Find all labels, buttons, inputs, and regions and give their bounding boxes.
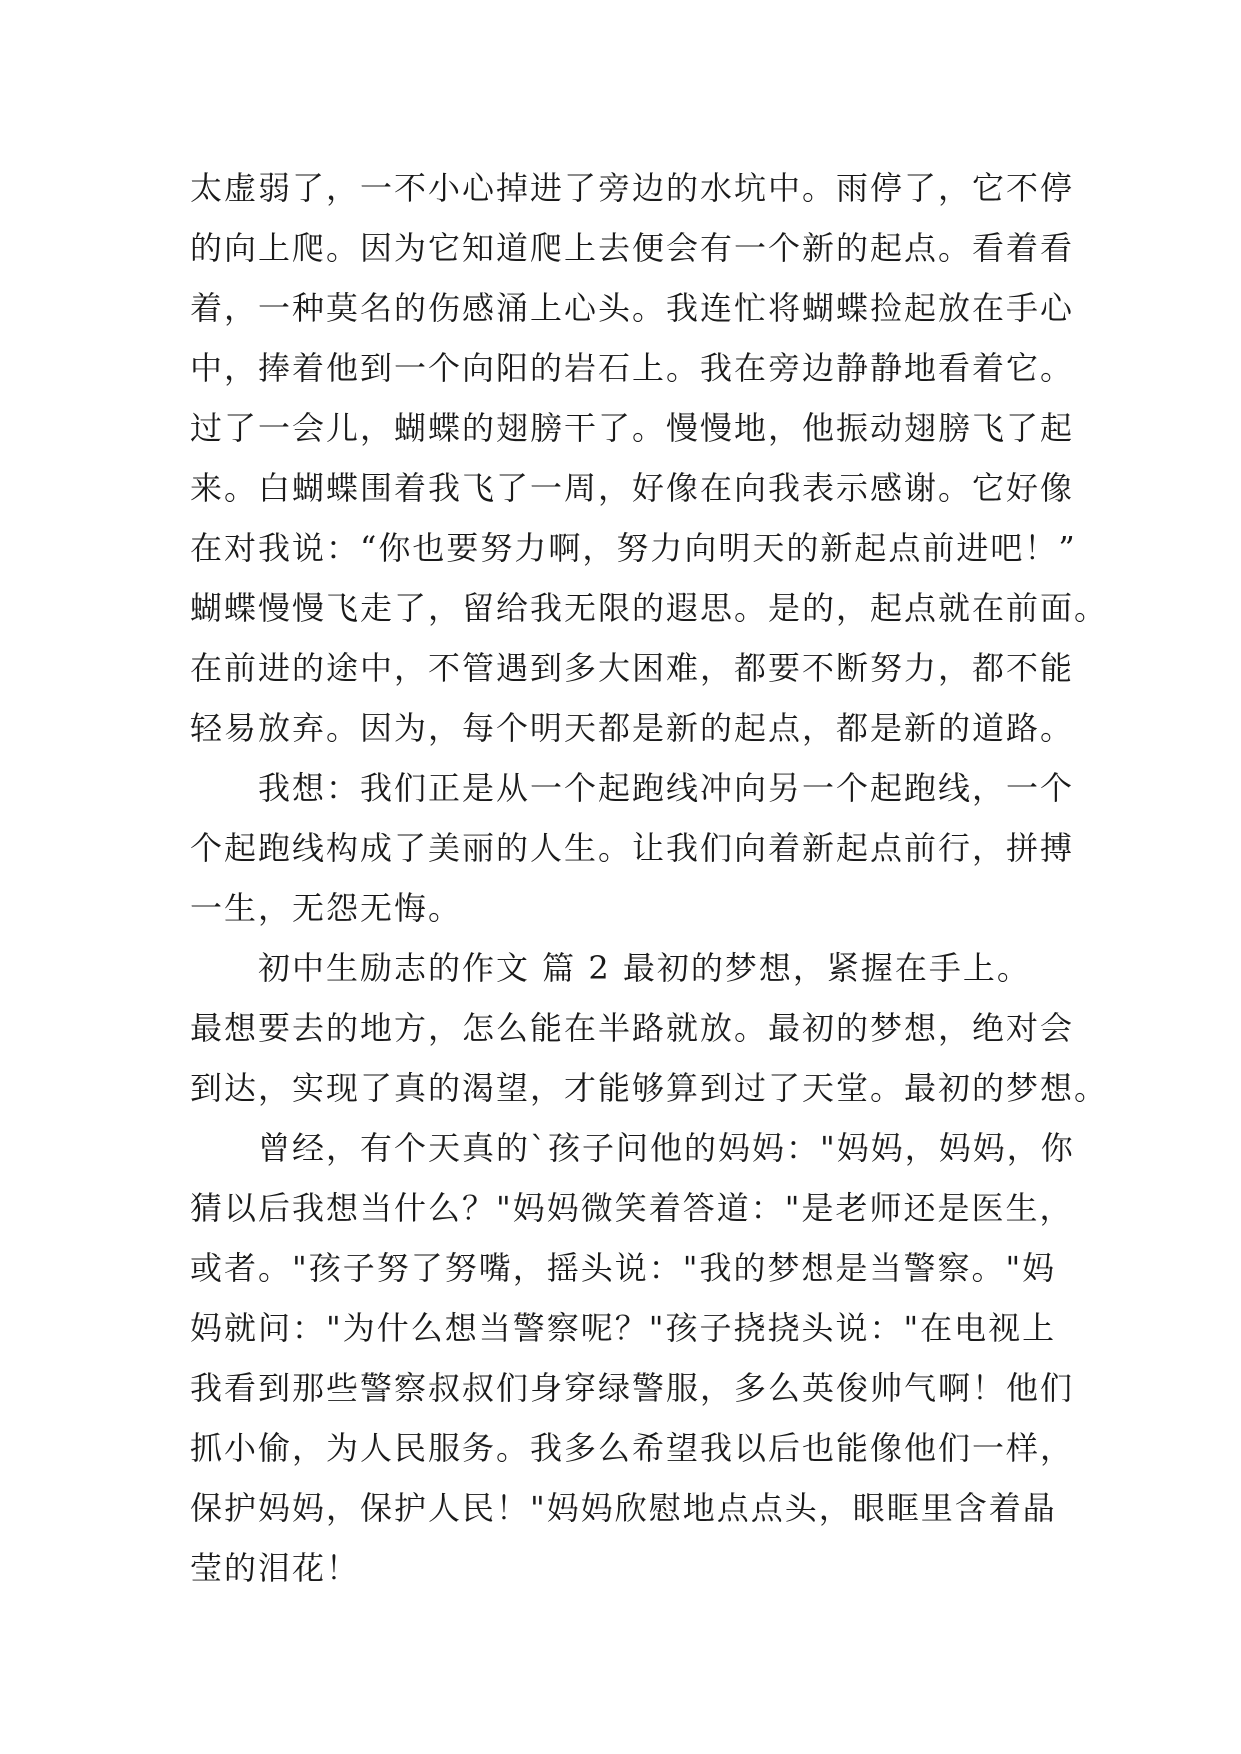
text-line: 最想要去的地方，怎么能在半路就放。最初的梦想，绝对会: [190, 1009, 1075, 1047]
text-line: 初中生励志的作文 篇 2 最初的梦想，紧握在手上。: [258, 949, 1031, 987]
text-line: 我看到那些警察叔叔们身穿绿警服，多么英俊帅气啊！他们: [190, 1369, 1075, 1407]
text-line: 抓小偷，为人民服务。我多么希望我以后也能像他们一样，: [190, 1429, 1075, 1467]
text-line: 来。白蝴蝶围着我飞了一周，好像在向我表示感谢。它好像: [190, 469, 1075, 507]
text-line: 的向上爬。因为它知道爬上去便会有一个新的起点。看着看: [190, 229, 1075, 267]
text-line: 曾经，有个天真的`孩子问他的妈妈："妈妈，妈妈，你: [258, 1129, 1075, 1167]
text-line: 我想：我们正是从一个起跑线冲向另一个起跑线，一个: [258, 769, 1075, 807]
text-line: 在前进的途中，不管遇到多大困难，都要不断努力，都不能: [190, 649, 1075, 687]
text-line: 个起跑线构成了美丽的人生。让我们向着新起点前行，拼搏: [190, 829, 1075, 867]
article-body: [190, 158, 1109, 1598]
text-line: 猜以后我想当什么？"妈妈微笑着答道："是老师还是医生，: [190, 1189, 1074, 1227]
text-line: 妈就问："为什么想当警察呢？"孩子挠挠头说："在电视上: [190, 1309, 1057, 1347]
text-line: 莹的泪花！: [190, 1549, 361, 1587]
text-line: 中，捧着他到一个向阳的岩石上。我在旁边静静地看着它。: [190, 349, 1075, 387]
text-line: 过了一会儿，蝴蝶的翅膀干了。慢慢地，他振动翅膀飞了起: [190, 409, 1075, 447]
text-line: 太虚弱了，一不小心掉进了旁边的水坑中。雨停了，它不停: [190, 169, 1075, 207]
text-line: 或者。"孩子努了努嘴，摇头说："我的梦想是当警察。"妈: [190, 1249, 1057, 1287]
text-line: 一生，无怨无悔。: [190, 889, 463, 927]
text-line: 轻易放弃。因为，每个明天都是新的起点，都是新的道路。: [190, 709, 1075, 747]
text-line: 到达，实现了真的渴望，才能够算到过了天堂。最初的梦想。: [190, 1069, 1109, 1107]
text-line: 在对我说：“你也要努力啊，努力向明天的新起点前进吧！”: [190, 529, 1077, 567]
text-line: 着，一种莫名的伤感涌上心头。我连忙将蝴蝶捡起放在手心: [190, 289, 1075, 327]
text-line: 保护妈妈，保护人民！"妈妈欣慰地点点头，眼眶里含着晶: [190, 1489, 1057, 1527]
text-line: 蝴蝶慢慢飞走了，留给我无限的遐思。是的，起点就在前面。: [190, 589, 1109, 627]
